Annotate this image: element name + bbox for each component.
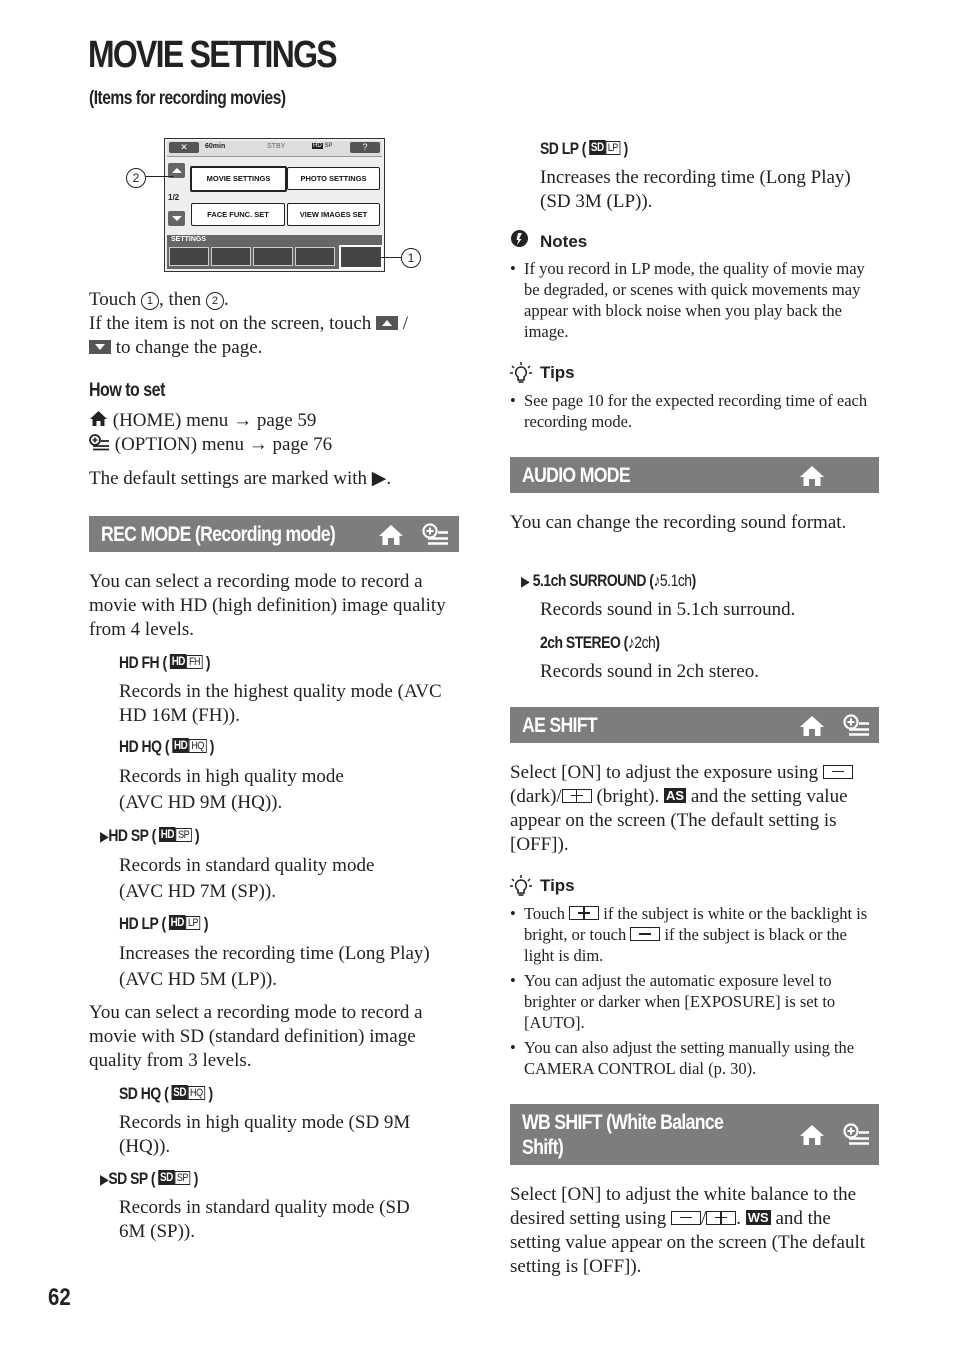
page-down-icon [89, 340, 111, 354]
plus-button-icon [562, 789, 592, 803]
minus-button-icon [630, 927, 660, 941]
stereo-option: 2ch STEREO (♪2ch) Records sound in 2ch stereo. [540, 633, 759, 682]
ae-shift-indicator-icon: AS [666, 788, 685, 804]
callout-2-line [146, 176, 174, 177]
tips-list [510, 390, 875, 436]
tips-heading: Tips [510, 362, 532, 384]
notes-heading: Notes [510, 231, 529, 250]
callout-1-ref: 1 [141, 292, 159, 310]
home-icon [799, 715, 825, 737]
hd-fh-option: HD FH ( HD FH ) Records in the highest quality mode (AVC HD 16M (FH)). [119, 653, 442, 726]
page-up-icon [376, 316, 398, 330]
card-tab-icon [295, 247, 335, 266]
sd-lp-option: SD LP ( SD LP ) Increases the recording time (Long Play) (SD 3M (LP)). [540, 139, 851, 212]
option-icon [89, 434, 110, 451]
plus-button-icon [706, 1211, 736, 1225]
toolbox-tab-icon [339, 245, 383, 269]
default-marker: ▶ [100, 1171, 109, 1187]
default-marker: ▶ [521, 573, 530, 589]
lightbulb-icon [510, 875, 532, 897]
home-icon [799, 1124, 825, 1146]
how-to-set-lines: (HOME) menu → page 59 (OPTION) menu → page 76 [89, 409, 459, 457]
page-indicator: 1/2 [168, 193, 180, 202]
rec-mode-section-header [89, 516, 459, 552]
ae-shift-description: Select [ON] to adjust the exposure using (dark)/ (bright). AS and the setting value appear on the screen (The default setting is [OFF]). [510, 761, 879, 857]
face-func-set-button: FACE FUNC. SET [191, 203, 285, 226]
intro-instructions: Touch 1 , then 2 . If the item is not on the screen, touch / to change the page. [89, 289, 409, 358]
page-title: MOVIE SETTINGS [88, 34, 336, 76]
wb-shift-description: Select [ON] to adjust the white balance to the desired setting using / . WS and the setting value appear on the screen (The default setting is [OFF]). [510, 1184, 866, 1277]
hd-lp-option: HD LP ( HD LP ) Increases the recording time (Long Play) (AVC HD 5M (LP)). [119, 914, 430, 990]
camera-screen-illustration [164, 138, 385, 272]
sd-hq-option: SD HQ ( SD HQ ) Records in high quality mode (SD 9M (HQ)). [119, 1084, 411, 1157]
surround-option: ▶ 5.1ch SURROUND (♪5.1ch) Records sound in 5.1ch surround. [521, 571, 796, 620]
sd-sp-option: ▶SD SP ( SD SP ) Records in standard quality mode (SD 6M (SP)). [100, 1169, 410, 1242]
movie-settings-button: MOVIE SETTINGS [190, 166, 287, 192]
callout-2-marker: 2 [126, 168, 146, 188]
tip-item: • You can also adjust the setting manually using the CAMERA CONTROL dial (p. 30). [510, 1037, 879, 1079]
settings-tab-label: SETTINGS [171, 236, 207, 243]
rec-mode-sd-intro: You can select a recording mode to record a movie with SD (standard definition) image quality from 3 levels. [89, 1002, 423, 1071]
ae-shift-section-header [510, 707, 879, 743]
option-icon [843, 714, 870, 737]
home-icon [799, 465, 825, 487]
camera-tab-icon [169, 247, 209, 266]
minus-button-icon [823, 765, 853, 779]
plus-button-icon [569, 906, 599, 920]
help-icon: ? [350, 142, 380, 153]
default-marker: ▶ [100, 828, 109, 844]
callout-2-ref: 2 [206, 292, 224, 310]
ae-tips-list [510, 903, 879, 1083]
wb-shift-section-header [510, 1104, 879, 1165]
page-subtitle: (Items for recording movies) [89, 88, 286, 109]
option-icon [422, 523, 449, 546]
audio-mode-intro: You can change the recording sound format. [510, 512, 847, 533]
view-images-set-button: VIEW IMAGES SET [287, 203, 380, 226]
callout-1-marker: 1 [401, 248, 421, 268]
ae-shift-title: AE SHIFT [522, 714, 597, 737]
hd-sp-option: ▶HD SP ( HD SP ) Records in standard quality mode (AVC HD 7M (SP)). [100, 826, 375, 902]
default-settings-note: The default settings are marked with ▶. [89, 468, 392, 489]
hd-hq-option: HD HQ ( HD HQ ) Records in high quality mode (AVC HD 9M (HQ)). [119, 737, 344, 813]
camera-status-bar [167, 141, 382, 157]
how-to-set-heading: How to set [89, 379, 165, 401]
rec-mode-indicator: HD SP [313, 143, 333, 149]
standby-indicator: STBY [267, 143, 286, 150]
page-down-icon [168, 211, 185, 226]
audio-mode-section-header [510, 457, 879, 493]
rec-mode-hd-intro: You can select a recording mode to record a movie with HD (high definition) image quality from 4 levels. [89, 571, 446, 640]
minus-button-icon [671, 1211, 701, 1225]
ae-tips-heading: Tips [510, 875, 532, 897]
home-icon [89, 410, 108, 427]
notes-list [510, 258, 875, 346]
tip-item: • See page 10 for the expected recording time of each recording mode. [510, 390, 875, 432]
audio-mode-title: AUDIO MODE [522, 464, 630, 487]
close-icon: ✕ [169, 142, 199, 153]
rec-mode-title: REC MODE (Recording mode) [101, 523, 336, 546]
notes-icon [510, 229, 529, 248]
option-icon [843, 1123, 870, 1146]
settings-tab-bar [167, 235, 382, 269]
photo-settings-button: PHOTO SETTINGS [287, 167, 380, 190]
lightbulb-icon [510, 362, 532, 384]
list-tab-icon [253, 247, 293, 266]
home-icon [378, 524, 404, 546]
battery-indicator: 60min [205, 143, 226, 150]
callout-1-line [380, 257, 402, 258]
tip-item: • Touch if the subject is white or the backlight is bright, or touch if the subject is black or the light is dim. [510, 903, 879, 966]
wb-shift-indicator-icon: WS [747, 1210, 769, 1226]
note-item: • If you record in LP mode, the quality of movie may be degraded, or scenes with quick movements may appear with block noise when you play back the image. [510, 258, 875, 342]
page-number: 62 [48, 1284, 71, 1311]
wb-shift-title: WB SHIFT (White Balance Shift) [522, 1111, 724, 1159]
tip-item: • You can adjust the automatic exposure level to brighter or darker when [EXPOSURE] is set to [AUTO]. [510, 970, 879, 1033]
playback-tab-icon [211, 247, 251, 266]
